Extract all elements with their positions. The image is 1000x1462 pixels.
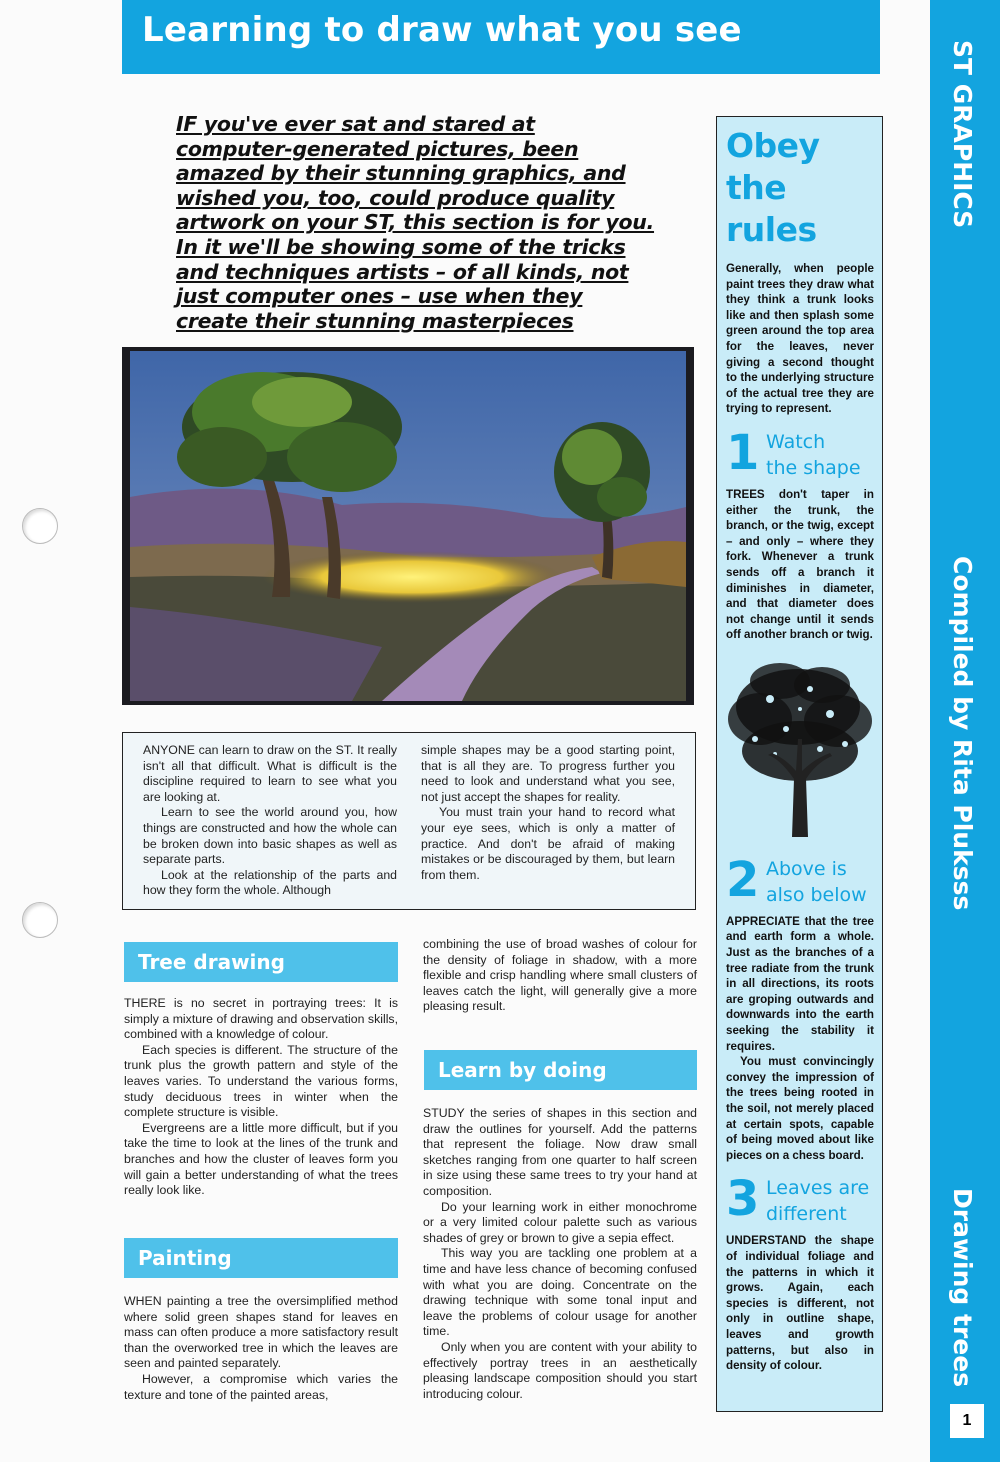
punch-hole xyxy=(22,902,58,938)
paragraph: Each species is different. The structure of the trunk plus the growth pattern and style of the leaves varies. To understand the various forms, study deciduous trees in winter when the complete structure is visible. xyxy=(124,1042,398,1120)
painting-heading: Painting xyxy=(124,1238,398,1278)
sidebar-title xyxy=(726,125,874,251)
tip-title-line: also below xyxy=(766,883,867,906)
byline: Compiled by Rita Pluksss xyxy=(948,556,977,911)
paragraph: Do your learning work in either monochrome or a very limited colour palette such as various shades of grey or brown to give a sepia effect. xyxy=(423,1199,697,1245)
tree-drawing-text xyxy=(124,996,398,1199)
paragraph: Evergreens are a little more difficult, but if you take the time to look at the lines of the trunk and branches and how the cluster of leaves form you will gain a better understanding of what the trees really look like. xyxy=(124,1120,398,1198)
tip-number: 3 xyxy=(726,1171,760,1228)
page-title: Learning to draw what you see xyxy=(142,10,742,50)
paragraph: Only when you are content with your ability to effectively portray trees in an aesthetically pleasing landscape composition should you start introducing colour. xyxy=(423,1339,697,1401)
landscape-artwork xyxy=(122,347,694,705)
tip-title-line: Watch xyxy=(766,430,826,453)
paragraph: You must train your hand to record what your eye sees, which is only a matter of practice. And don't be afraid of making mistakes or be discouraged by them, but learn from them. xyxy=(421,805,675,882)
paragraph: THERE is no secret in portraying trees: It is simply a mixture of drawing and observation skills, combined with a knowledge of colour. xyxy=(124,996,398,1042)
section-label: ST GRAPHICS xyxy=(948,40,977,229)
tip-3-heading xyxy=(726,1171,874,1228)
paragraph: Look at the relationship of the parts and how they form the whole. Although xyxy=(143,867,397,898)
paragraph: You must convincingly convey the impression of the trees being rooted in the soil, not merely placed at certain spots, capable of being moved about like pieces on a chess board. xyxy=(726,1055,874,1162)
tip-1-text xyxy=(726,487,874,643)
paragraph: Learn to see the world around you, how things are constructed and how the whole can be broken down into basic shapes as well as separate parts. xyxy=(143,805,397,867)
tip-title xyxy=(766,856,867,908)
tip-title xyxy=(766,1175,869,1227)
sidebar-title-line: Obey xyxy=(726,126,820,165)
tip-1-heading xyxy=(726,424,874,481)
punch-hole xyxy=(22,508,58,544)
page-number: 1 xyxy=(950,1404,984,1438)
paragraph: ANYONE can learn to draw on the ST. It really isn't all that difficult. What is difficult is the discipline required to learn to see what you are looking at. xyxy=(143,743,397,804)
rules-sidebar xyxy=(716,116,883,1412)
tip-2-heading xyxy=(726,851,874,908)
sidebar-title-line: the rules xyxy=(726,168,817,249)
paragraph: APPRECIATE that the tree and earth form a whole. Just as the branches of a tree radiate from the trunk in all directions, its roots are groping outwards and downwards into the earth seeking the stability it requires. xyxy=(726,914,874,1053)
tip-title-line: Above is xyxy=(766,857,847,880)
learn-by-doing-text xyxy=(423,1106,697,1402)
paragraph: This way you are tackling one problem at a time and have less chance of becoming confused with what you are doing. Concentrate on the drawing technique with some tonal input and leave the problems of colour usage for another time. xyxy=(423,1246,697,1339)
title-banner xyxy=(122,0,880,74)
tip-2-text xyxy=(726,914,874,1164)
intro-text: IF you've ever sat and stared at computer-generated pictures, been amazed by their stunning graphics, and wished you, too, could produce quality artwork on your ST, this section is for you. In it we'll be showing some of the tricks and techniques artists – of all kinds, not just computer ones – use when they create their stunning masterpieces xyxy=(176,112,655,333)
tree-drawing-heading: Tree drawing xyxy=(124,942,398,982)
paragraph: Generally, when people paint trees they draw what they think a trunk looks like and then splash some green around the top area for the leaves, never giving a second thought to the underlying structure of the actual tree they are trying to represent. xyxy=(726,262,874,416)
paragraph: WHEN painting a tree the oversimplified method where solid green shapes stand for leaves en mass can often produce a more satisfactory result than the overworked tree in which the leaves are seen and painted separately. xyxy=(124,1294,398,1371)
intro-box-col-2 xyxy=(421,743,675,909)
painting-text xyxy=(124,1294,398,1403)
tip-title-line: Leaves are xyxy=(766,1177,870,1200)
paragraph: combining the use of broad washes of colour for the density of foliage in shadow, with a more flexible and crisp handling where small clusters of leaves catch the light, will generally give a more pleasing result. xyxy=(423,937,697,1014)
paragraph: UNDERSTAND the shape of individual foliage and the patterns in which it grows. Again, each species is different, not only in outline shape, leaves and growth patterns, but also in density of colour. xyxy=(726,1234,874,1373)
learn-by-doing-heading: Learn by doing xyxy=(424,1050,697,1090)
topic-label: Drawing trees xyxy=(948,1188,977,1388)
paragraph: However, a compromise which varies the texture and tone of the painted areas, xyxy=(124,1371,398,1402)
tip-title xyxy=(766,429,861,481)
sidebar-intro xyxy=(726,261,874,417)
landscape-image xyxy=(122,347,694,705)
tip-number: 1 xyxy=(726,424,760,481)
tree-illustration xyxy=(720,659,878,844)
tree-icon xyxy=(720,659,876,839)
painting-continued-text xyxy=(423,937,697,1015)
intro-box xyxy=(122,732,696,910)
tip-3-text xyxy=(726,1233,874,1373)
tip-title-line: the shape xyxy=(766,456,861,479)
intro-box-col-1 xyxy=(143,743,397,909)
paragraph: TREES don't taper in either the trunk, the branch, or the twig, except – and only – where they fork. Whenever a trunk sends off a branch it diminishes in diameter, and that diameter does not change until it sends off another branch or twig. xyxy=(726,487,874,642)
paragraph: simple shapes may be a good starting point, that is all they are. To progress further you need to look and understand what you see, not just accept the shapes for reality. xyxy=(421,743,675,804)
tip-title-line: different xyxy=(766,1203,847,1226)
paragraph: STUDY the series of shapes in this section and draw the outlines for yourself. Add the patterns that represent the foliage. Now draw small sketches ranging from one quarter to half screen in size using these same trees to try your hand at composition. xyxy=(423,1106,697,1198)
tip-number: 2 xyxy=(726,851,760,908)
